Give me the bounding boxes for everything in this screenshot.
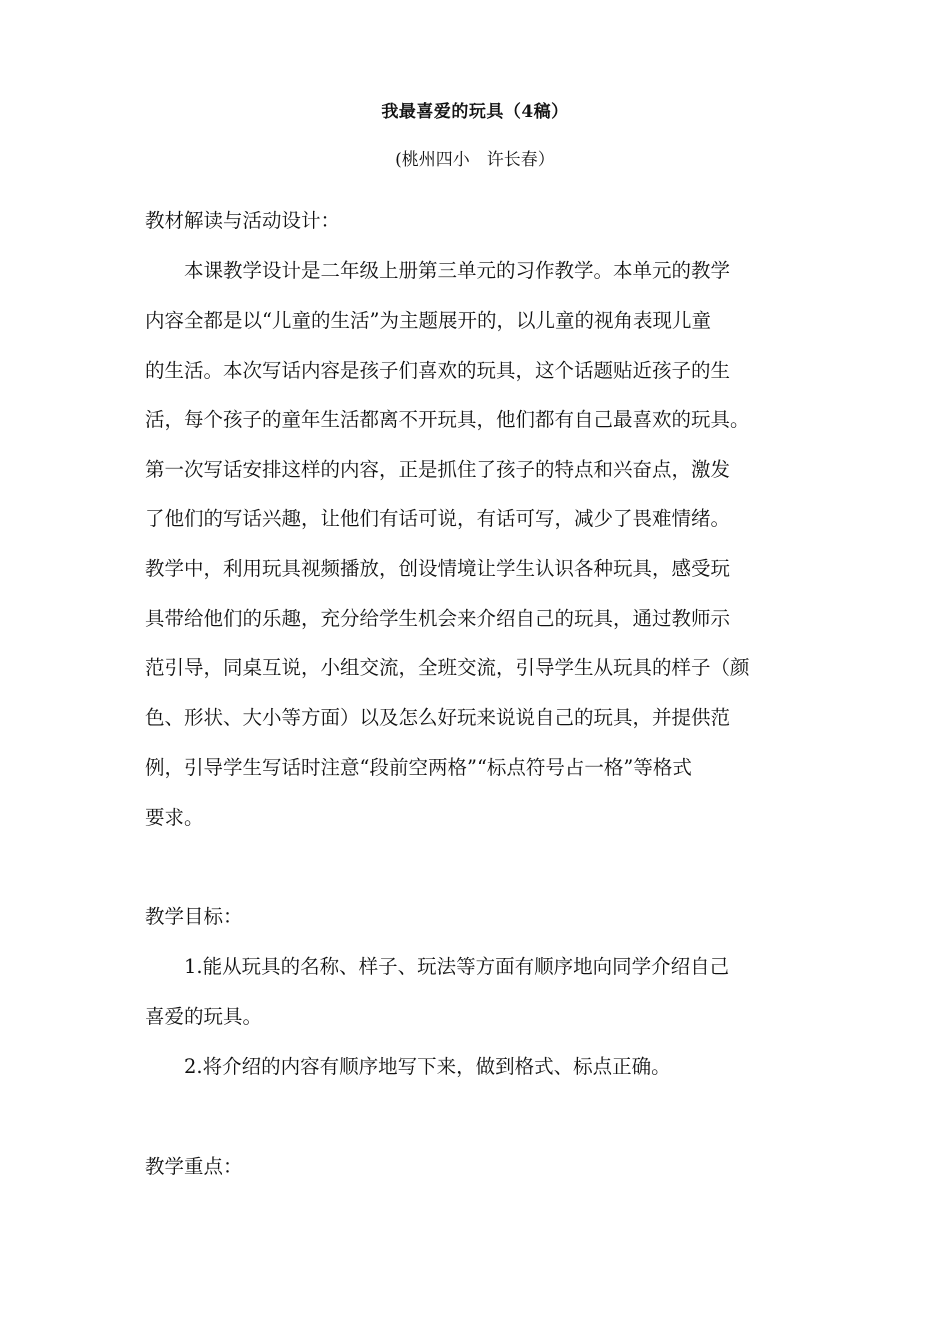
paragraph-line: 要求。	[145, 806, 204, 829]
paragraph-line: 了他们的写话兴趣，让他们有话可说，有话可写，减少了畏难情绪。	[145, 507, 731, 530]
paragraph-line: 例，引导学生写话时注意“段前空两格”“标点符号占一格”等格式	[145, 756, 692, 779]
document-title: 我最喜爱的玩具（4稿）	[381, 102, 569, 122]
paragraph-line: 活，每个孩子的童年生活都离不开玩具，他们都有自己最喜欢的玩具。	[145, 408, 750, 431]
section-heading-teaching-goals: 教学目标：	[145, 905, 243, 928]
paragraph-line: 本课教学设计是二年级上册第三单元的习作教学。本单元的教学	[184, 259, 731, 282]
paragraph-line: 具带给他们的乐趣，充分给学生机会来介绍自己的玩具，通过教师示	[145, 607, 731, 630]
paragraph-line: 第一次写话安排这样的内容，正是抓住了孩子的特点和兴奋点，激发	[145, 458, 731, 481]
goal-line: 2.将介绍的内容有顺序地写下来，做到格式、标点正确。	[184, 1055, 671, 1078]
paragraph-line: 色、形状、大小等方面）以及怎么好玩来说说自己的玩具，并提供范	[145, 706, 731, 729]
paragraph-line: 范引导，同桌互说，小组交流，全班交流，引导学生从玩具的样子（颜	[145, 656, 750, 679]
document-author: (桃州四小 许长春）	[395, 150, 555, 170]
paragraph-line: 的生活。本次写话内容是孩子们喜欢的玩具，这个话题贴近孩子的生	[145, 359, 731, 382]
goal-line: 喜爱的玩具。	[145, 1005, 263, 1028]
goal-line: 1.能从玩具的名称、样子、玩法等方面有顺序地向同学介绍自己	[184, 955, 730, 978]
paragraph-line: 内容全都是以“儿童的生活”为主题展开的，以儿童的视角表现儿童	[145, 309, 711, 332]
section-heading-teaching-focus: 教学重点：	[145, 1155, 243, 1178]
section-heading-textbook-analysis: 教材解读与活动设计：	[145, 209, 341, 232]
paragraph-line: 教学中，利用玩具视频播放，创设情境让学生认识各种玩具，感受玩	[145, 557, 731, 580]
